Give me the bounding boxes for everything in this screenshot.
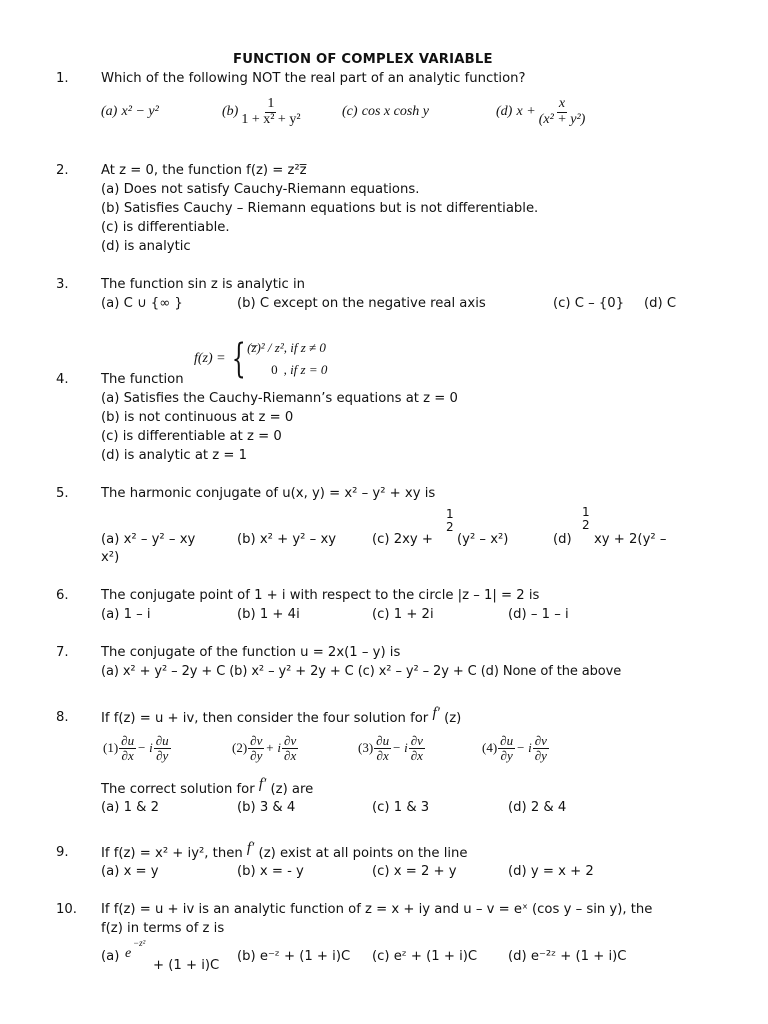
q9-option-d: (d) y = x + 2 xyxy=(508,864,594,879)
question-5-text: The harmonic conjugate of u(x, y) = x² – y² + xy is xyxy=(101,486,436,501)
q8-option-3: (3) $\frac{\partial u}{\partial x}$ − i $\frac{\partial v}{\partial x}$ xyxy=(358,732,423,763)
q4-option-d: (d) is analytic at z = 1 xyxy=(101,448,248,463)
question-9-text: If f(z) = x² + iy², then f′ (z) exist at all points on the line xyxy=(101,840,468,861)
q5-option-d-wrap: x²) xyxy=(101,550,120,565)
q5-option-c-fraction: 1 2 xyxy=(446,507,454,534)
question-3-text: The function sin z is analytic in xyxy=(101,277,305,292)
q5-option-b: (b) x² + y² – xy xyxy=(237,532,337,547)
q9-option-b: (b) x = - y xyxy=(237,864,304,879)
q8-option-c: (c) 1 & 3 xyxy=(372,800,430,815)
q8-option-4: (4) $\frac{\partial u}{\partial y}$ − i $\frac{\partial v}{\partial y}$ xyxy=(482,732,547,763)
q8-option-2: (2) $\frac{\partial v}{\partial y}$ + i $\frac{\partial v}{\partial x}$ xyxy=(232,732,297,763)
q10-option-a-rest: + (1 + i)C xyxy=(153,958,220,973)
question-1-text: Which of the following NOT the real part of an analytic function? xyxy=(101,71,526,86)
q1-option-d: (d) x + $\frac{x}{\text{(x² + y²)}}$ xyxy=(496,95,586,127)
q10-option-a-superscript: −z² xyxy=(133,938,146,948)
question-number-10: 10. xyxy=(56,902,77,917)
q6-option-a: (a) 1 – i xyxy=(101,607,151,622)
question-number-1: 1. xyxy=(56,71,69,86)
q8-option-d: (d) 2 & 4 xyxy=(508,800,567,815)
q5-option-c-rest: (y² – x²) xyxy=(457,532,509,547)
page-title: FUNCTION OF COMPLEX VARIABLE xyxy=(233,52,493,67)
q4-function-definition: f(z) = { (z̅)² / z², if z ≠ 0 0 , if z = 0 xyxy=(194,336,328,382)
q6-option-d: (d) – 1 – i xyxy=(508,607,569,622)
question-number-2: 2. xyxy=(56,163,69,178)
q5-option-d-rest: xy + 2(y² – xyxy=(594,532,667,547)
fraction: $\frac{1}{\text{1 + x² + y²}}$ xyxy=(241,95,301,127)
q6-option-b: (b) 1 + 4i xyxy=(237,607,300,622)
question-number-3: 3. xyxy=(56,277,69,292)
q10-option-a-label: (a) xyxy=(101,949,120,964)
question-number-5: 5. xyxy=(56,486,69,501)
q2-option-b: (b) Satisfies Cauchy – Riemann equations but is not differentiable. xyxy=(101,201,539,216)
question-number-9: 9. xyxy=(56,845,69,860)
q9-option-a: (a) x = y xyxy=(101,864,159,879)
q1-option-b: (b) $\frac{1}{\text{1 + x² + y²}}$ xyxy=(222,95,301,127)
q8-option-1: (1) $\frac{\partial u}{\partial x}$ − i $\frac{\partial u}{\partial y}$ xyxy=(103,732,169,763)
q5-option-d: (d) xyxy=(553,532,572,547)
q10-option-c: (c) eᶻ + (1 + i)C xyxy=(372,949,478,964)
q10-option-a-base: e xyxy=(125,946,132,961)
question-10-text-line1: If f(z) = u + iv is an analytic function of z = x + iy and u – v = eˣ (cos y – sin y), the xyxy=(101,902,653,917)
q8-option-a: (a) 1 & 2 xyxy=(101,800,160,815)
q8-option-b: (b) 3 & 4 xyxy=(237,800,296,815)
q1-option-a: (a) x² − y² xyxy=(101,104,159,119)
q1-option-c: (c) cos x cosh y xyxy=(342,104,430,119)
q4-option-b: (b) is not continuous at z = 0 xyxy=(101,410,294,425)
question-number-8: 8. xyxy=(56,710,69,725)
piecewise-cases: (z̅)² / z², if z ≠ 0 0 , if z = 0 xyxy=(247,340,328,377)
question-10-text-line2: f(z) in terms of z is xyxy=(101,921,225,936)
q5-option-d-fraction: 1 2 xyxy=(582,505,590,532)
q10-option-b: (b) e⁻ᶻ + (1 + i)C xyxy=(237,949,351,964)
q5-option-c: (c) 2xy + xyxy=(372,532,433,547)
question-7-text: The conjugate of the function u = 2x(1 – y) is xyxy=(101,645,401,660)
q10-option-d: (d) e⁻²ᶻ + (1 + i)C xyxy=(508,949,627,964)
q3-option-b: (b) C except on the negative real axis xyxy=(237,296,486,311)
q3-option-a: (a) C ∪ {∞ } xyxy=(101,296,183,311)
q3-option-c: (c) C – {0} xyxy=(553,296,625,311)
q2-option-d: (d) is analytic xyxy=(101,239,191,254)
q2-option-c: (c) is differentiable. xyxy=(101,220,230,235)
question-4-text: The function xyxy=(101,372,184,387)
question-number-4: 4. xyxy=(56,372,69,387)
question-number-7: 7. xyxy=(56,645,69,660)
q5-option-a: (a) x² – y² – xy xyxy=(101,532,196,547)
q4-option-a: (a) Satisfies the Cauchy-Riemann’s equations at z = 0 xyxy=(101,391,458,406)
q6-option-c: (c) 1 + 2i xyxy=(372,607,434,622)
q4-option-c: (c) is differentiable at z = 0 xyxy=(101,429,282,444)
question-2-text: At z = 0, the function f(z) = z²z̅ xyxy=(101,163,307,178)
question-number-6: 6. xyxy=(56,588,69,603)
q3-option-d: (d) C xyxy=(644,296,677,311)
question-8-text: If f(z) = u + iv, then consider the four solution for f′ (z) xyxy=(101,705,462,726)
q7-options: (a) x² + y² – 2y + C (b) x² – y² + 2y + C (c) x² – y² – 2y + C (d) None of the above xyxy=(101,664,622,679)
fraction: $\frac{x}{\text{(x² + y²)}}$ xyxy=(538,95,586,127)
left-brace-icon: { xyxy=(231,336,246,382)
question-6-text: The conjugate point of 1 + i with respect to the circle |z – 1| = 2 is xyxy=(101,588,540,603)
q2-option-a: (a) Does not satisfy Cauchy-Riemann equations. xyxy=(101,182,420,197)
q8-correct-prompt: The correct solution for f′ (z) are xyxy=(101,776,314,797)
q9-option-c: (c) x = 2 + y xyxy=(372,864,457,879)
